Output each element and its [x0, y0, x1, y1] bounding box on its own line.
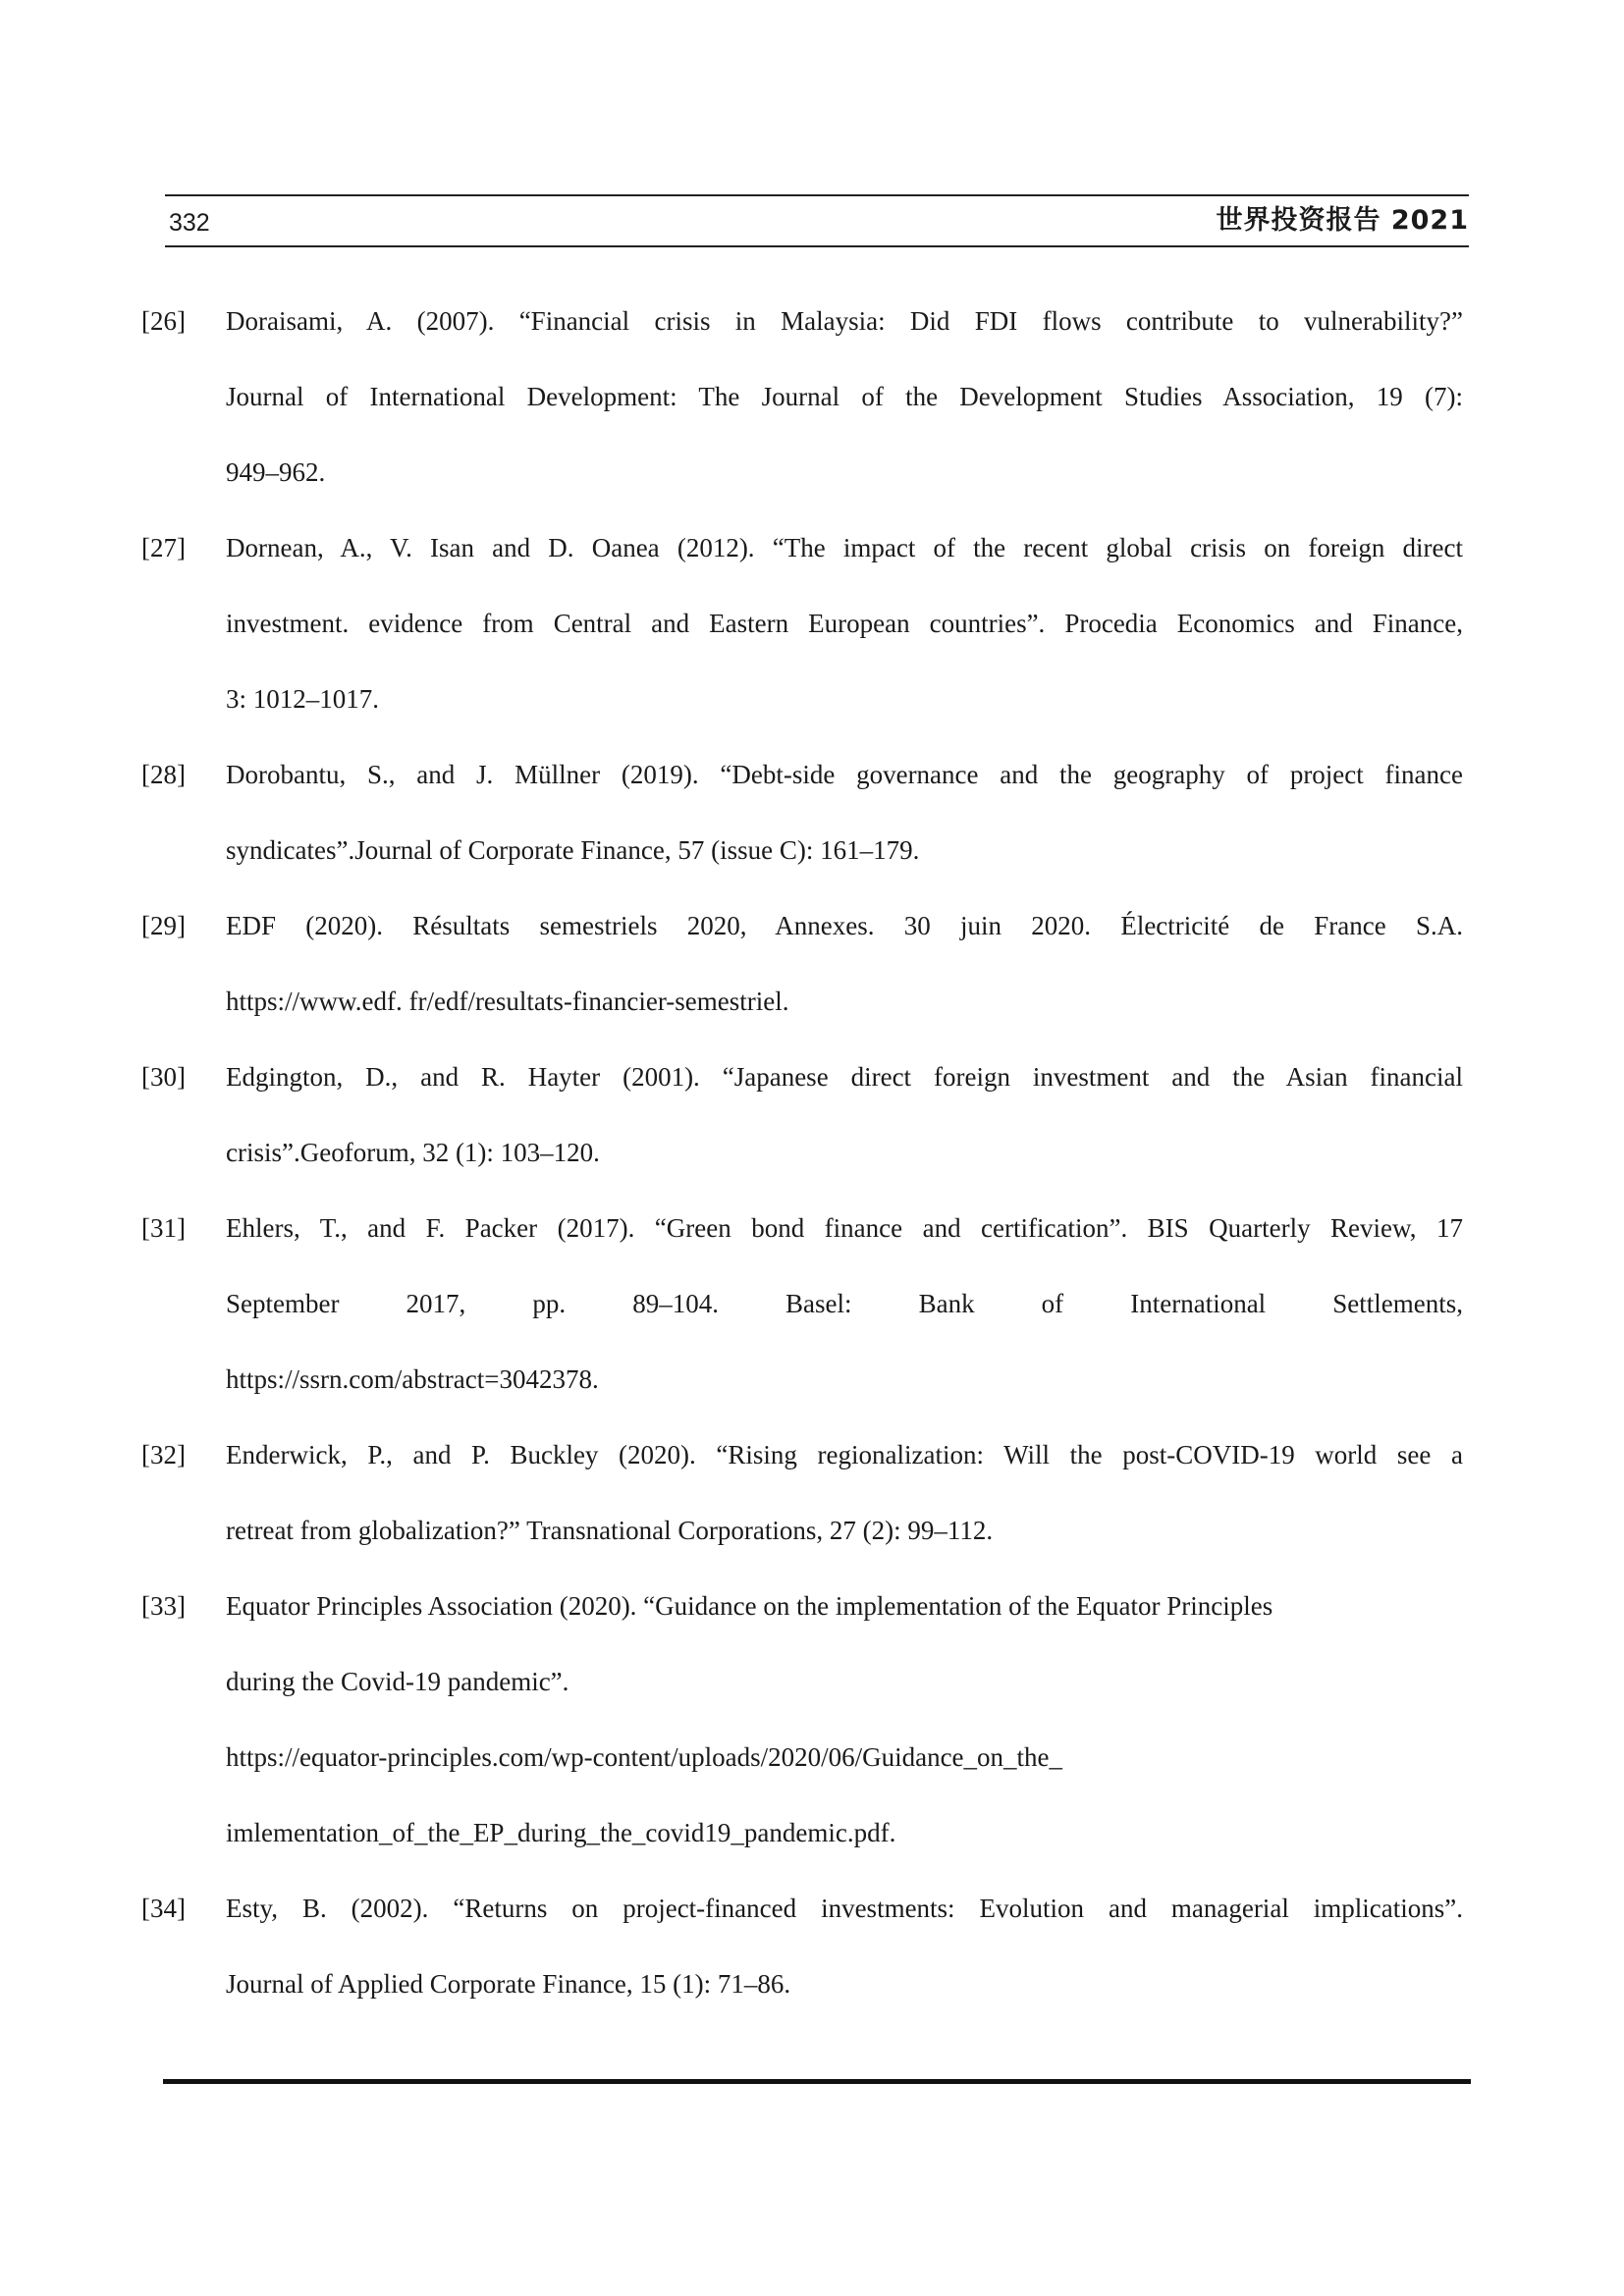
reference-line: investment. evidence from Central and Eastern European countries”. Procedia Economics and Finance, [226, 609, 1463, 638]
reference-text [226, 510, 1463, 737]
reference-item [141, 1569, 1463, 1871]
running-title: 世界投资报告 2021 [1216, 205, 1469, 236]
header-bottom-rule [165, 245, 1469, 247]
reference-item [141, 1417, 1463, 1569]
reference-link[interactable]: imlementation_of_the_EP_during_the_covid19_pandemic.pdf. [226, 1818, 896, 1847]
reference-item [141, 1040, 1463, 1191]
reference-line: Dornean, A., V. Isan and D. Oanea (2012). “The impact of the recent global crisis on foreign direct [226, 533, 1463, 562]
reference-number: [30] [141, 1062, 186, 1092]
reference-text [226, 737, 1463, 888]
reference-line: Esty, B. (2002). “Returns on project-financed investments: Evolution and managerial implications”. [226, 1894, 1463, 1923]
reference-line: retreat from globalization?” Transnational Corporations, 27 (2): 99–112. [226, 1516, 994, 1545]
reference-item [141, 1191, 1463, 1417]
reference-number: [31] [141, 1213, 186, 1243]
reference-link[interactable]: https://equator-principles.com/wp-content/uploads/2020/06/Guidance_on_the_ [226, 1742, 1063, 1772]
reference-item [141, 888, 1463, 1040]
reference-line: Dorobantu, S., and J. Müllner (2019). “Debt-side governance and the geography of project finance [226, 760, 1463, 789]
reference-number: [32] [141, 1440, 186, 1469]
reference-link[interactable]: https://ssrn.com/abstract=3042378. [226, 1364, 599, 1394]
page-number: 332 [169, 209, 210, 237]
reference-number: [28] [141, 760, 186, 789]
reference-line: 949–962. [226, 457, 326, 487]
reference-line: September 2017, pp. 89–104. Basel: Bank of International Settlements, [226, 1289, 1463, 1318]
reference-text [226, 284, 1463, 510]
reference-line: Doraisami, A. (2007). “Financial crisis in Malaysia: Did FDI flows contribute to vulnerability?” [226, 306, 1463, 336]
reference-text [226, 1040, 1463, 1191]
reference-item [141, 284, 1463, 510]
reference-number: [26] [141, 306, 186, 336]
reference-line: Ehlers, T., and F. Packer (2017). “Green bond finance and certification”. BIS Quarterly Review, 17 [226, 1213, 1463, 1243]
header-top-rule [165, 194, 1469, 196]
reference-number: [34] [141, 1894, 186, 1923]
reference-line: Journal of Applied Corporate Finance, 15 (1): 71–86. [226, 1969, 791, 1999]
reference-line: 3: 1012–1017. [226, 684, 380, 714]
reference-text [226, 1871, 1463, 2022]
reference-line: crisis”.Geoforum, 32 (1): 103–120. [226, 1138, 600, 1167]
reference-item [141, 737, 1463, 888]
reference-line: Journal of International Development: The Journal of the Development Studies Association, 19 (7): [226, 382, 1463, 411]
reference-text [226, 1191, 1463, 1417]
reference-text [226, 1417, 1463, 1569]
reference-line: https://www.edf. fr/edf/resultats-financier-semestriel. [226, 987, 789, 1016]
reference-item [141, 510, 1463, 737]
reference-number: [27] [141, 533, 186, 562]
reference-line: Edgington, D., and R. Hayter (2001). “Japanese direct foreign investment and the Asian financial [226, 1062, 1463, 1092]
footer-rule [163, 2079, 1471, 2084]
reference-line: Enderwick, P., and P. Buckley (2020). “Rising regionalization: Will the post-COVID-19 world see a [226, 1440, 1463, 1469]
reference-number: [29] [141, 911, 186, 940]
reference-line: Equator Principles Association (2020). “Guidance on the implementation of the Equator Principles [226, 1591, 1273, 1621]
reference-line: during the Covid-19 pandemic”. [226, 1667, 569, 1696]
reference-line: EDF (2020). Résultats semestriels 2020, Annexes. 30 juin 2020. Électricité de France S.A. [226, 911, 1463, 940]
reference-item [141, 1871, 1463, 2022]
reference-number: [33] [141, 1591, 186, 1621]
reference-text [226, 1569, 1463, 1871]
reference-line: syndicates”.Journal of Corporate Finance, 57 (issue C): 161–179. [226, 835, 920, 865]
reference-text [226, 888, 1463, 1040]
reference-list [141, 284, 1463, 2022]
